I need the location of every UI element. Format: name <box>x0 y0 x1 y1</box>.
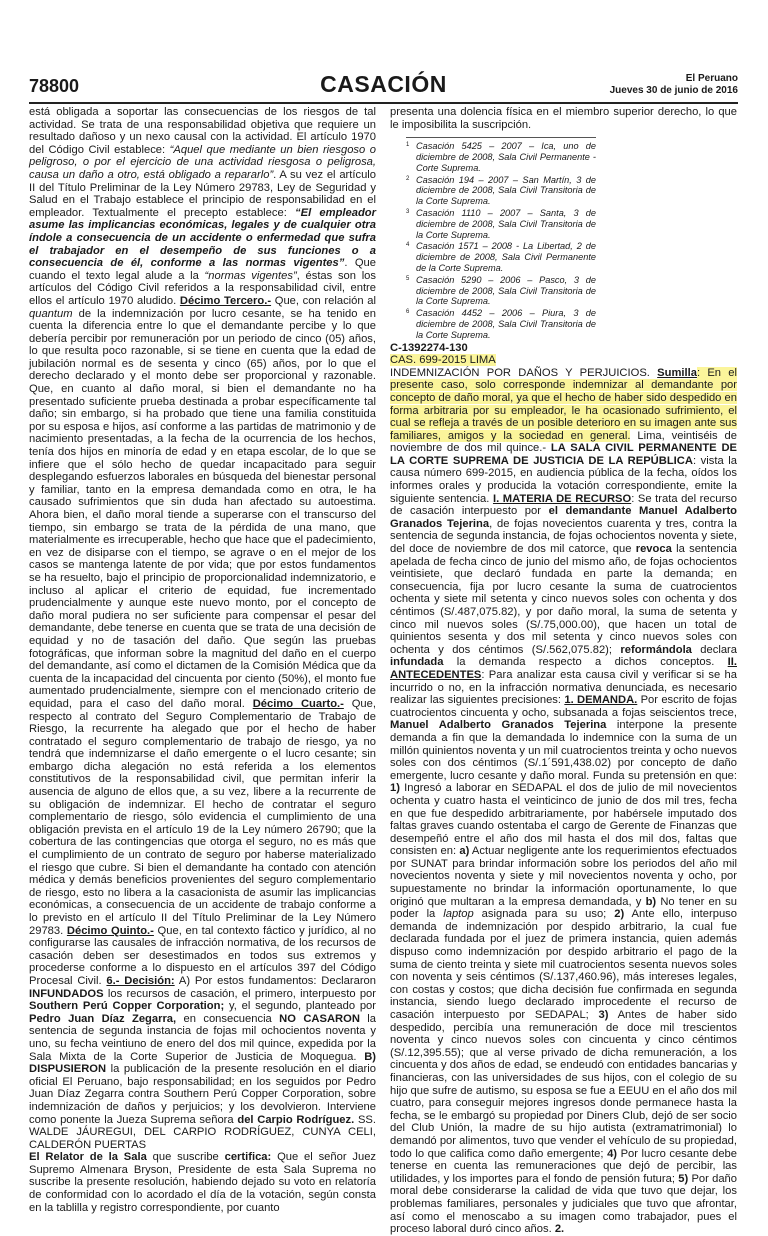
footnotes <box>406 137 596 340</box>
publication-code: C-1392274-130 <box>390 341 468 354</box>
left-paragraph-2: El Relator de la Sala que suscribe certifica: Que el señor Juez Supremo Almenara Bryson, Presidente de esta Sala Suprema no suscribe la presente resolución, habiendo dejado su voto en relatoría de conformidad con lo acordado el día de la votación, según consta en la tablilla y registro correspondiente, por cuanto <box>29 1151 377 1214</box>
right-column <box>390 106 737 1236</box>
section-title: CASACIÓN <box>320 71 447 97</box>
left-paragraph-1: está obligada a soportar las consecuencias de los riesgos de tal actividad. Se trata de una responsabilidad objetiva que requiere un resultado dañoso y un nexo causal con la actividad. El artículo 1970 del Código Civil establece: “Aquel que mediante un bien riesgoso o peligroso, o por el ejercicio de una actividad riesgosa o peligrosa, causa un daño a otro, está obligado a repararlo”. A su vez el artículo II del Título Preliminar de la Ley Número 29783, Ley de Seguridad y Salud en el Trabajo establece el principio de responsabilidad en el empleador. Textualmente el precepto establece: “El empleador asume las implicancias económicas, legales y de cualquier otra índole a consecuencia de un accidente o enfermedad que sufra el trabajador en el desempeño de sus funciones o a consecuencia de él, conforme a las normas vigentes”. Que cuando el texto legal alude a la “normas vigentes”, éstas son los artículos del Código Civil referidos a la responsabilidad civil, entre ellos el artículo 1970 aludido. Décimo Tercero.- Que, con relación al quantum de la indemnización por lucro cesante, se ha tenido en cuenta la diferencia entre lo que el demandante percibe y lo que debería percibir por remuneración por un periodo de cinco (05) años, lo que resulta poco razonable, si se tiene en cuenta que la edad de jubilación normal es de sesenta y cinco (65) años, por lo que el derecho declarado y el monto debe ser proporcional y razonable. Que, en cuanto al daño moral, si bien el demandante no ha presentado suficiente prueba destinada a probar específicamente tal daño; sin embargo, si ha probado que tiene una familia constituida por su esposa e hijos, así conforme a las partidas de matrimonio y de nacimiento presentadas, a la fecha de la ocurrencia de los hechos, tenía dos hijos en minoría de edad y en etapa escolar, de lo que se infiere que el sólo hecho de quedar incapacitado para seguir desplegando esfuerzos laborales en búsqueda del bienestar personal y familiar, tanto en la empresa demandada como en otra, le ha causado sufrimientos que sin duda han afectado su autoestima. Ahora bien, el daño moral tiende a superarse con el transcurso del tiempo, sin embargo se trata de la pérdida de una mano, que materialmente es irrecuperable, hecho que hace que el padecimiento, en vez de disiparse con el tiempo, se agrave o en el mejor de los casos se mantenga latente de por vida; que por estos fundamentos se ha resuelto, bajo el principio de proporcionalidad indemnizatorio, e incluso al aplicar el criterio de equidad, fue incrementado prudencialmente y aunque este nuevo monto, por el concepto de daño moral pudiera no ser suficiente para compensar el pesar del demandante, debe tenerse en cuenta que se trata de una decisión de equidad y no de tasación del daño. Que según las pruebas fotográficas, que informan sobre la magnitud del daño en el cuerpo del demandante, así como el dictamen de la Comisión Médica que da cuenta de la incapacidad del cincuenta por ciento (50%), el monto fue aumentado prudencialmente, siempre con el mencionado criterio de equidad, para el caso del daño moral. Décimo Cuarto.- Que, respecto al contrato del Seguro Complementario de Trabajo de Riesgo, la recurrente ha alegado que por el hecho de haber contratado el seguro complementario de trabajo de riesgo, ya no tendrá que indemnizarse el daño emergente o el lucro cesante; sin embargo dicha alegación no está referida a los elementos constitutivos de la responsabilidad civil, que permitan inferir la ausencia de alguno de ellos que, a su vez, libere a la recurrente de su obligación de indemnizar. El hecho de contratar el seguro complementario de riesgo, sólo evidencia el cumplimiento de una obligación prevista en el artículo 19 de la Ley número 26790; que la cobertura de las contingencias que otorga el seguro, no es más que el cumplimiento de un contrato de seguro por haberse materializado el riesgo que cubre. Si bien el demandante ha contado con atención médica y demás beneficios provenientes del seguro complementario de riesgo, esto no libera a la casacionista de asumir las implicancias económicas, a consecuencia de un accidente de trabajo conforme a lo previsto en el artículo II del Título Preliminar de la Ley Número 29783. Décimo Quinto.- Que, en tal contexto fáctico y jurídico, al no configurarse las causales de infracción normativa, de los recursos de casación deben ser desestimados en todos sus extremos y procederse conforme a lo dispuesto en el artículos 397 del Código Procesal Civil. 6.- Decisión: A) Por estos fundamentos: Declararon INFUNDADOS los recursos de casación, el primero, interpuesto por Southern Perú Copper Corporation; y, el segundo, planteado por Pedro Juan Díaz Zegarra, en consecuencia NO CASARON la sentencia de segunda instancia de fojas mil ochocientos noventa y uno, su fecha veintiuno de enero del dos mil quince, expedida por la Sala Mixta de la Corte Superior de Justicia de Moquegua. B) DISPUSIERON la publicación de la presente resolución en el diario oficial El Peruano, bajo responsabilidad; en los seguidos por Pedro Juan Díaz Zegarra contra Southern Perú Copper Corporation, sobre indemnización de daños y perjuicios; y los devolvieron. Interviene como ponente la Jueza Suprema señora del Carpio Rodríguez. SS. WALDE JÁUREGUI, DEL CARPIO RODRÍGUEZ, CUNYA CELI, CALDERÓN PUERTAS <box>29 106 377 1151</box>
page-number: 78800 <box>29 76 80 96</box>
case-title: CAS. 699-2015 LIMA <box>390 354 496 367</box>
footnote: 4 Casación 1571 – 2008 - La Libertad, 2 de diciembre de 2008, Sala Civil Permanente de la Corte Suprema. <box>406 241 596 273</box>
footnote: 3 Casación 1110 – 2007 – Santa, 3 de diciembre de 2008, Sala Civil Transitoria de la Corte Suprema. <box>406 207 596 240</box>
publication-date: Jueves 30 de junio de 2016 <box>609 85 738 96</box>
right-intro: presenta una dolencia física en el miembro superior derecho, lo que le imposibilita la suscripción. <box>390 106 737 131</box>
footnote: 5 Casación 5290 – 2006 – Pasco, 3 de diciembre de 2008, Sala Civil Transitoria de la Corte Suprema. <box>406 274 596 307</box>
page-header <box>29 70 738 104</box>
left-column <box>29 106 376 1236</box>
footnote: 1 Casación 5425 – 2007 – Ica, uno de diciembre de 2008, Sala Civil Permanente - Corte Suprema. <box>406 141 596 173</box>
footnote: 2 Casación 194 – 2007 – San Martín, 3 de diciembre de 2008, Sala Civil Transitoria de la Corte Suprema. <box>406 174 596 207</box>
columns <box>29 106 738 1236</box>
publication-info <box>610 73 738 97</box>
publication-name: El Peruano <box>685 73 738 84</box>
right-paragraph: INDEMNIZACIÓN POR DAÑOS Y PERJUICIOS. Sumilla: En el presente caso, solo corresponde indemnizar al demandante por concepto de daño moral, ya que el hecho de haber sido despedido en forma arbitraria por su empleador, le ha ocasionado sufrimiento, el cual se refleja a través de un posible deterioro en su imagen ante sus familiares, amigos y la sociedad en general. Lima, veintiséis de noviembre de dos mil quince.- LA SALA CIVIL PERMANENTE DE LA CORTE SUPREMA DE JUSTICIA DE LA REPÚBLICA: vista la causa número 699-2015, en audiencia pública de la fecha, oídos los informes orales y producida la votación correspondiente, emite la siguiente sentencia. I. MATERIA DE RECURSO: Se trata del recurso de casación interpuesto por el demandante Manuel Adalberto Granados Tejerina, de fojas novecientos cuarenta y tres, contra la sentencia de segunda instancia, de fojas ochocientos noventa y siete, del doce de noviembre de dos mil catorce, que revoca la sentencia apelada de fecha cinco de junio del mismo año, de fojas ochocientos veintisiete, que declaró fundada en parte la demanda; en consecuencia, fija por lucro cesante la suma de cuatrocientos ochenta y siete mil setenta y cinco nuevos soles con ochenta y dos céntimos (S/.487,075.82), y por daño moral, la suma de setenta y cinco mil nuevos soles (S/.75,000.00), que hacen un total de quinientos sesenta y dos mil setenta y cinco nuevos soles con ochenta y dos céntimos (S/.562,075.82); reformándola declara infundada la demanda respecto a dichos conceptos. II. ANTECEDENTES: Para analizar esta causa civil y verificar si se ha incurrido o no, en la infracción normativa denunciada, es necesario realizar las siguientes precisiones: 1. DEMANDA. Por escrito de fojas cuatrocientos cincuenta y ocho, subsanada a fojas seiscientos trece, Manuel Adalberto Granados Tejerina interpone la presente demanda a fin que la demandada lo indemnice con la suma de un millón quinientos noventa y un mil cuatrocientos treinta y ocho nuevos soles con dos céntimos (S/.1´591,438.02) por concepto de daño emergente, lucro cesante y daño moral. Funda su pretensión en que: 1) Ingresó a laborar en SEDAPAL el dos de julio de mil novecientos ochenta y cuatro hasta el veinticinco de junio de dos mil tres, fecha en que fue despedido arbitrariamente, por habérsele imputado dos faltas graves cuando ostentaba el cargo de Gerente de Finanzas que desempeñó entre el año dos mil hasta el dos mil dos, faltas que consisten en: a) Actuar negligente ante los requerimientos efectuados por SUNAT para brindar información sobre los periodos del año mil novecientos noventa y siete y mil novecientos noventa y ocho, por supuestamente no brindar la información oportunamente, lo que originó que multaran a la empresa demandada, y b) No tener en su poder la laptop asignada para su uso; 2) Ante ello, interpuso demanda de indemnización por despido arbitrario, la cual fue declarada fundada por el juez de primera instancia, quien además dispuso como indemnización por despido arbitrario el pago de la suma de ciento treinta y siete mil cuatrocientos sesenta nuevos soles con noventa y seis céntimos (S/.137,460.96), más intereses legales, con costas y costos; que dicha decisión fue confirmada en segunda instancia, siendo luego declarado improcedente el recurso de casación interpuesto por SEDAPAL; 3) Antes de haber sido despedido, percibía una remuneración de doce mil trescientos noventa y cinco nuevos soles con cincuenta y cinco céntimos (S/.12,395.55); que al verse privado de dicha remuneración, a los cincuenta y dos años de edad, se endeudó con entidades bancarias y financieras, con las universidades de sus hijos, con el colegio de su hijo que sufre de autismo, su esposa se fue a EEUU en el año dos mil cuatro, para conseguir mejores ingresos donde permanece hasta la fecha, se le embargó su propiedad por Diners Club, dejó de ser socio del Club Unión, la madre de su hijo autista (extramatrimonial) lo demandó por alimentos, tuvo que vender el vehículo de su propiedad, todo lo que califica como daño emergente; 4) Por lucro cesante debe tenerse en cuenta las remuneraciones que dejó de percibir, las utilidades, y los importes para el fondo de pensión futura; 5) Por daño moral debe considerarse la calidad de vida que tuvo que dejar, los problemas familiares, personales y judiciales que tuvo que afrontar, así como el menoscabo a su imagen como trabajador, pues el proceso laboral duró cinco años. 2. <box>390 366 738 1236</box>
footnote: 6 Casación 4452 – 2006 – Piura, 3 de diciembre de 2008, Sala Civil Transitoria de la Corte Suprema. <box>406 308 596 340</box>
